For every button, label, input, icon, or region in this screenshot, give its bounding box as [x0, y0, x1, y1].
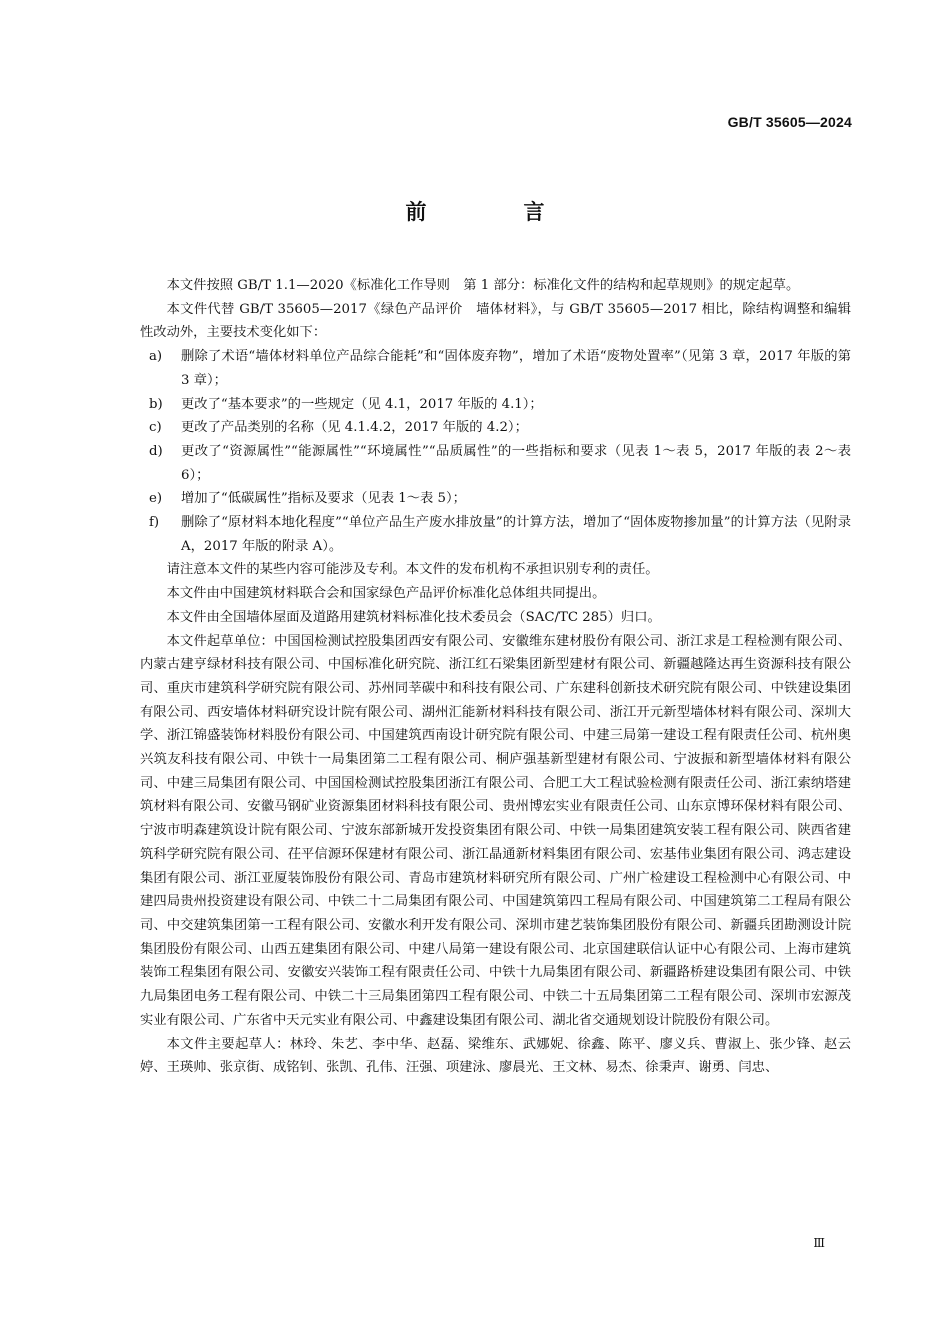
list-item-text: 删除了“原材料本地化程度”“单位产品生产废水排放量”的计算方法，增加了“固体废物掺加量”的计算方法（见附录 A，2017 年版的附录 A）。: [181, 515, 851, 554]
list-item-label: a): [149, 349, 163, 365]
list-item-label: b): [149, 396, 163, 412]
standard-code: GB/T 35605—2024: [727, 114, 852, 130]
list-item: [140, 511, 851, 558]
patent-notice-paragraph: 请注意本文件的某些内容可能涉及专利。本文件的发布机构不承担识别专利的责任。: [166, 562, 659, 578]
drafting-units-paragraph: 本文件起草单位：中国国检测试控股集团西安有限公司、安徽维东建材股份有限公司、浙江求是工程检测有限公司、内蒙古建亨绿材科技有限公司、中国标准化研究院、浙江红石梁集团新型建材有限公司、新疆越隆达再生资源科技有限公司、重庆市建筑科学研究院有限公司、苏州同莘碳中和科技有限公司、广东建科创新技术研究院有限公司、中铁建设集团有限公司、西安墙体材料研究设计院有限公司、湖州汇能新材料科技有限公司、浙江开元新型墙体材料有限公司、深圳大学、浙江锦盛装饰材料股份有限公司、中国建筑西南设计研究院有限公司、中建三局第一建设工程有限责任公司、杭州奥兴筑友科技有限公司、中铁十一局集团第二工程有限公司、桐庐强基新型建材有限公司、宁波振和新型墙体材料有限公司、中建三局集团有限公司、中国国检测试控股集团浙江有限公司、合肥工大工程试验检测有限责任公司、浙江索纳塔建筑材料有限公司、安徽马钢矿业资源集团材料科技有限公司、贵州博宏实业有限责任公司、山东京博环保材料有限公司、宁波市明森建筑设计院有限公司、宁波东部新城开发投资集团有限公司、中铁一局集团建筑安装工程有限公司、陕西省建筑科学研究院有限公司、茌平信源环保建材有限公司、浙江晶通新材料集团有限公司、宏基伟业集团有限公司、鸿志建设集团有限公司、浙江亚厦装饰股份有限公司、青岛市建筑材料研究所有限公司、广州广检建设工程检测中心有限公司、中建四局贵州投资建设有限公司、中铁二十二局集团有限公司、中国建筑第四工程局有限公司、中国建筑第二工程局有限公司、中交建筑集团第一工程有限公司、安徽水利开发有限公司、深圳市建艺装饰集团股份有限公司、新疆兵团勘测设计院集团股份有限公司、山西五建集团有限公司、中建八局第一建设有限公司、北京国建联信认证中心有限公司、上海市建筑装饰工程集团有限公司、安徽安兴装饰工程有限责任公司、中铁十九局集团有限公司、新疆路桥建设集团有限公司、中铁九局集团电务工程有限公司、中铁二十三局集团第四工程有限公司、中铁二十五局集团第二工程有限公司、深圳市宏源茂实业有限公司、广东省中天元实业有限公司、中鑫建设集团有限公司、湖北省交通规划设计院股份有限公司。: [140, 633, 851, 1028]
list-item-label: f): [149, 515, 160, 531]
list-item-text: 更改了“资源属性”“能源属性”“环境属性”“品质属性”的一些指标和要求（见表 1～表 5，2017 年版的表 2～表 6）；: [181, 443, 851, 483]
page-number: Ⅲ: [813, 1236, 825, 1250]
technical-changes-list: [140, 345, 851, 558]
list-item: [140, 416, 851, 440]
list-item-text: 更改了“基本要求”的一些规定（见 4.1，2017 年版的 4.1）；: [181, 396, 543, 412]
drafting-rules-paragraph: 本文件按照 GB/T 1.1—2020《标准化工作导则 第 1 部分：标准化文件的结构和起草规则》的规定起草。: [166, 278, 800, 293]
list-item-label: c): [149, 420, 162, 436]
list-item-text: 增加了“低碳属性”指标及要求（见表 1～表 5）；: [181, 491, 466, 507]
document-body: [140, 274, 851, 1080]
list-item: [140, 345, 851, 392]
list-item: [140, 487, 851, 511]
replacement-paragraph: 本文件代替 GB/T 35605—2017《绿色产品评价 墙体材料》，与 GB/T 35605—2017 相比，除结构调整和编辑性改动外，主要技术变化如下：: [140, 301, 851, 341]
list-item-label: e): [149, 491, 163, 507]
list-item: [140, 393, 851, 417]
list-item-text: 删除了术语“墙体材料单位产品综合能耗”和“固体废弃物”，增加了术语“废物处置率”（见第 3 章，2017 年版的第 3 章）；: [181, 349, 851, 388]
list-item-label: d): [149, 443, 163, 459]
committee-paragraph: 本文件由全国墙体屋面及道路用建筑材料标准化技术委员会（SAC/TC 285）归口。: [166, 609, 661, 625]
page-title: 前 言: [405, 200, 583, 224]
list-item-text: 更改了产品类别的名称（见 4.1.4.2，2017 年版的 4.2）；: [181, 420, 528, 436]
list-item: [140, 440, 851, 487]
drafters-paragraph: 本文件主要起草人：林玲、朱艺、李中华、赵磊、梁维东、武娜妮、徐鑫、陈平、廖义兵、曹淑上、张少锋、赵云婷、王瑛帅、张京街、成铭钊、张凯、孔伟、汪强、项建泳、廖晨光、王文林、易杰、徐秉声、谢勇、闫忠、: [140, 1036, 851, 1076]
proposer-paragraph: 本文件由中国建筑材料联合会和国家绿色产品评价标准化总体组共同提出。: [166, 586, 606, 602]
